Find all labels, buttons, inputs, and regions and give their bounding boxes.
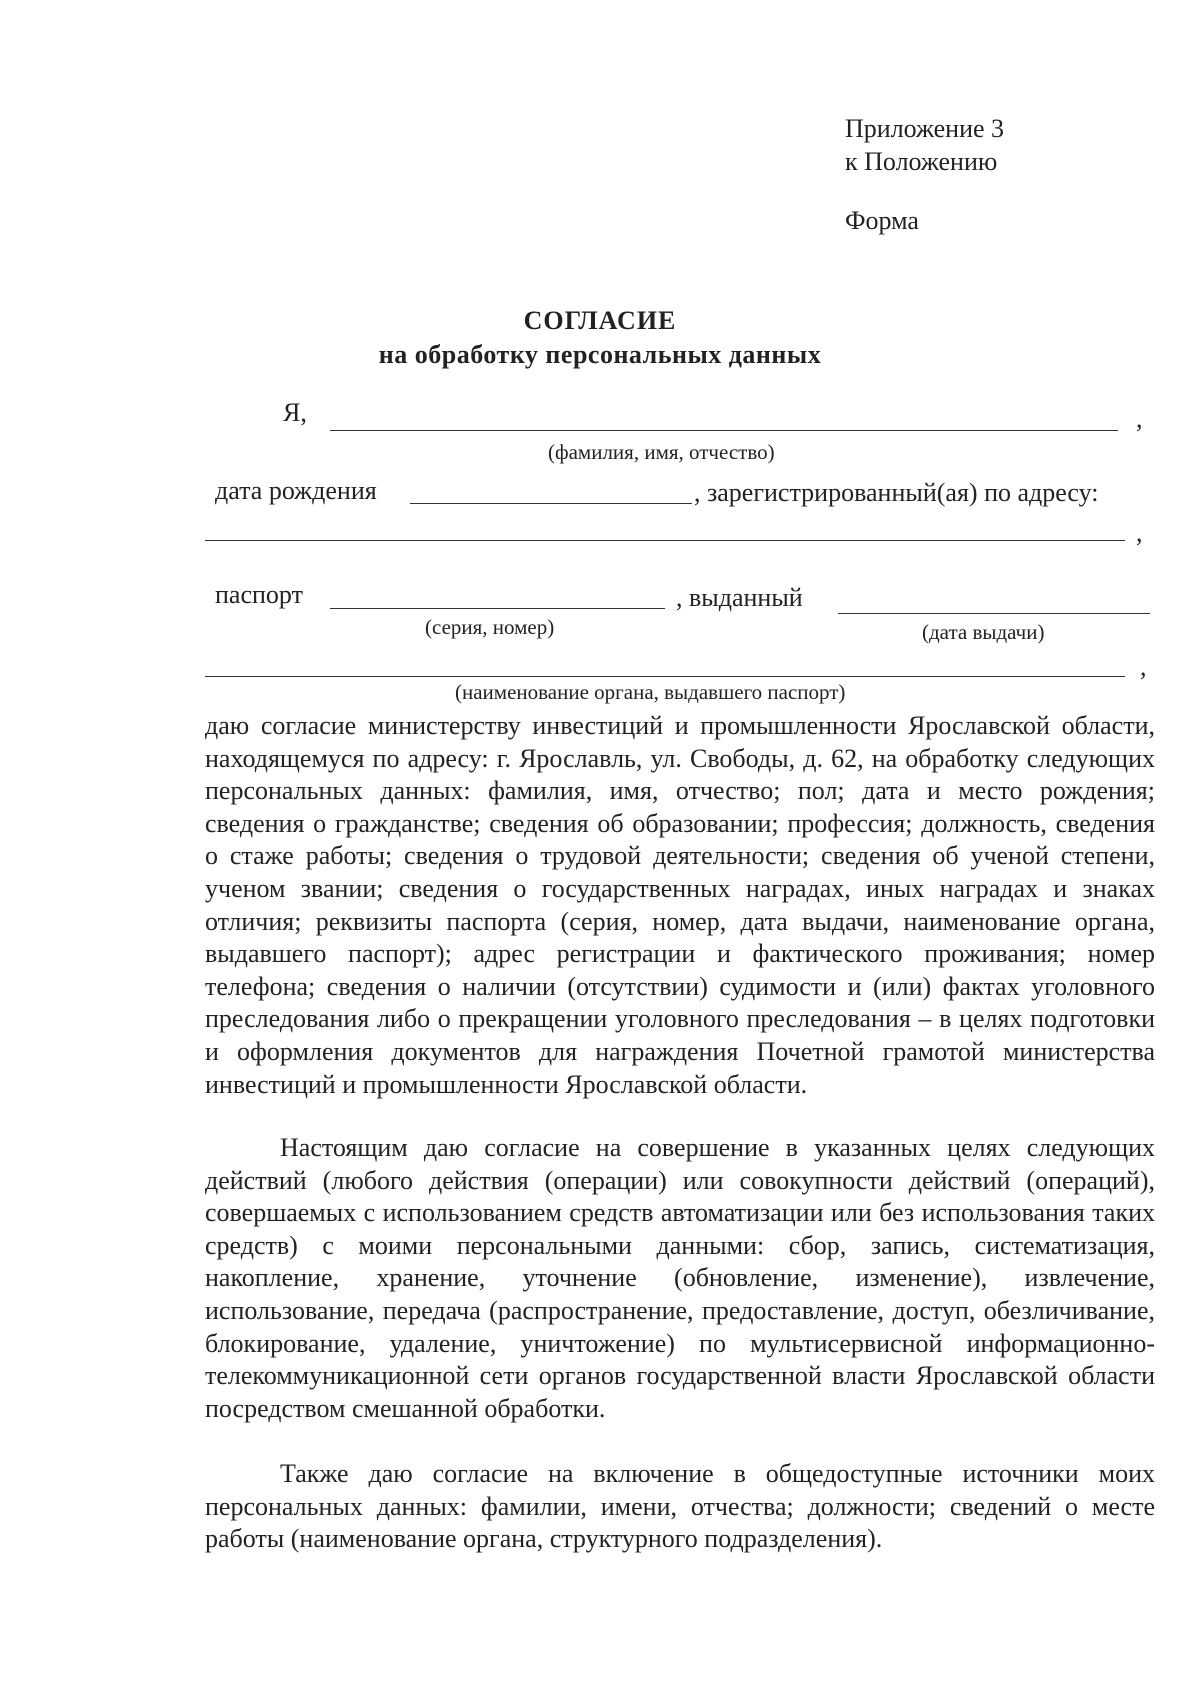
issue-date-hint: (дата выдачи) [922,620,1045,644]
fio-comma: , [1136,404,1143,433]
annex-number: Приложение 3 [845,114,1005,143]
form-label: Форма [845,206,919,235]
consent-paragraph-1: даю согласие министерству инвестиций и промышленности Ярославской области, находящемуся по адресу: г. Ярославль, ул. Свободы, д. 62, на обработку следующих персональных данных: фамилия, имя, отчество; пол; дата и место рождения; сведения о гражданстве; сведения об образовании; профессия; должность, сведения о стаже работы; сведения о трудовой деятельности; сведения об ученой степени, ученом звании; сведения о государственных наградах, иных наградах и знаках отличия; реквизиты паспорта (серия, номер, дата выдачи, наименование органа, выдавшего паспорт); адрес регистрации и фактического проживания; номер телефона; сведения о наличии (отсутствии) судимости и (или) фактах уголовного преследования либо о прекращении уголовного преследования – в целях подготовки и оформления документов для награждения Почетной грамотой министерства инвестиций и промышленности Ярославской области. [205,711,1155,1099]
passport-number-blank-line[interactable] [330,608,665,609]
birth-date-label: дата рождения [215,476,377,505]
consent-paragraph-2: Настоящим даю согласие на совершение в указанных целях следующих действий (любого действия (операции) или совокупности действий (операций), совершаемых с использованием средств автоматизации или без использования таких средств) с моими персональными данными: сбор, запись, систематизация, накопление, хранение, уточнение (обновление, изменение), извлечение, использование, передача (распространение, предоставление, доступ, обезличивание, блокирование, удаление, уничтожение) по мультисервисной информационно-телекоммуникационной сети органов государственной власти Ярославской области посредством смешанной обработки. [205,1133,1155,1423]
issue-date-blank-line[interactable] [838,613,1150,614]
authority-blank-line[interactable] [205,676,1125,677]
fio-hint: (фамилия, имя, отчество) [548,440,775,464]
authority-comma: , [1140,652,1147,681]
fio-blank-line[interactable] [330,430,1118,431]
authority-hint: (наименование органа, выдавшего паспорт) [455,680,846,704]
issued-label: , выданный [676,583,803,612]
series-hint: (серия, номер) [425,615,555,639]
document-subtitle: на обработку персональных данных [378,340,822,369]
document-title: СОГЛАСИЕ [523,306,677,335]
ya-label: Я, [283,398,307,427]
consent-paragraph-3: Также даю согласие на включение в общедоступные источники моих персональных данных: фамилии, имени, отчества; должности; сведений о месте работы (наименование органа, структурного подразделения). [205,1459,1155,1554]
registered-label: , зарегистрированный(ая) по адресу: [694,478,1099,507]
passport-label: паспорт [215,580,303,609]
birth-date-blank-line[interactable] [410,503,692,504]
address-blank-line[interactable] [205,540,1125,541]
address-comma: , [1136,518,1143,547]
annex-reference: к Положению [845,147,998,176]
annex-header [845,112,1004,237]
